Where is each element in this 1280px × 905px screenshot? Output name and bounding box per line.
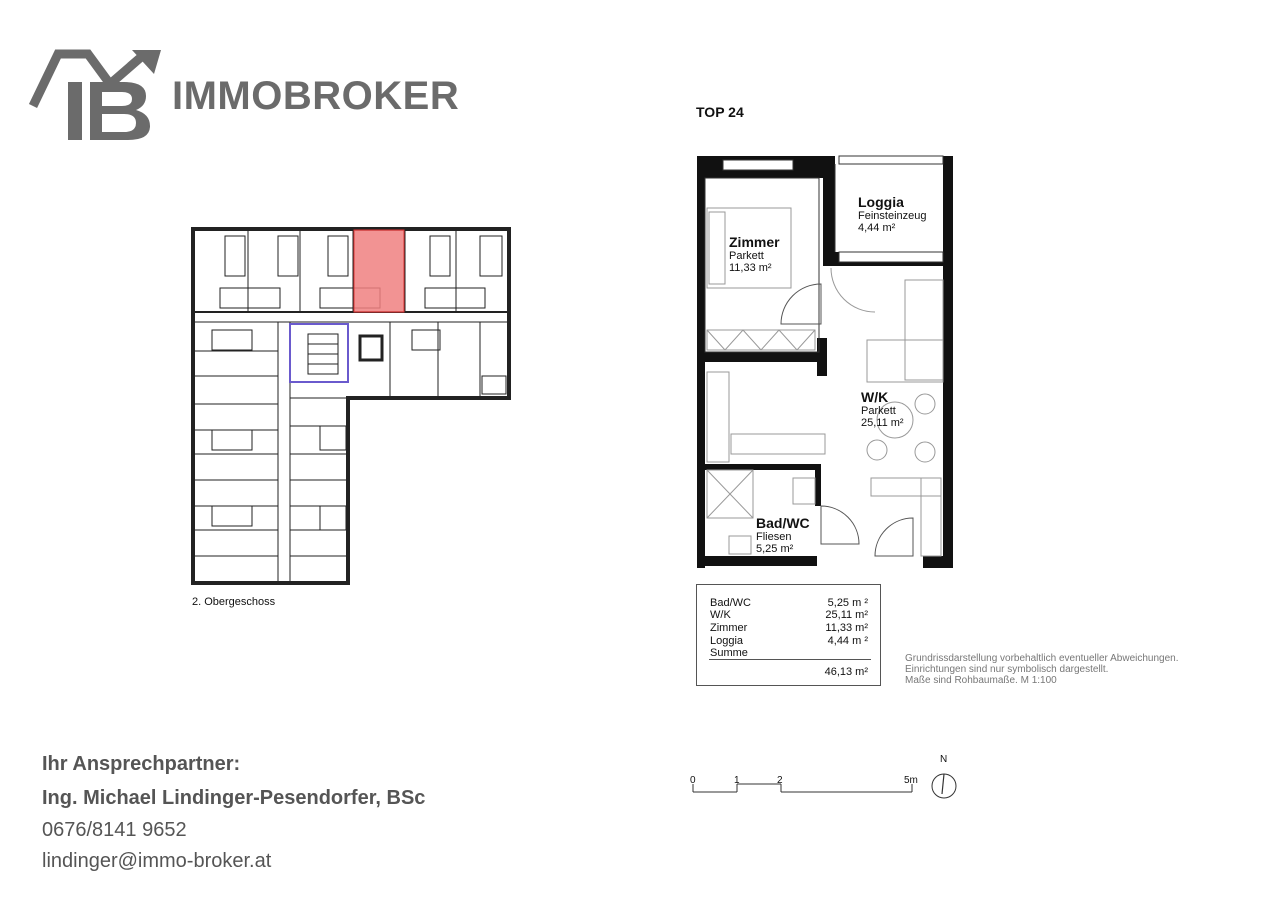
brand-logo xyxy=(28,44,168,148)
north-arrow-icon xyxy=(930,772,958,800)
highlighted-unit xyxy=(354,230,404,312)
room-label-wk: W/K Parkett 25,11 m² xyxy=(861,389,904,429)
contact-phone[interactable]: 0676/8141 9652 xyxy=(42,819,187,841)
area-divider xyxy=(709,659,871,660)
scale-label: 1 xyxy=(734,775,740,786)
brand-name: IMMOBROKER xyxy=(172,74,460,118)
contact-email[interactable]: lindinger@immo-broker.at xyxy=(42,850,272,872)
area-table: Bad/WC 5,25 m ² W/K 25,11 m² Zimmer 11,33 m² Loggia 4,44 m ² Summe 46,13 m² xyxy=(696,584,881,686)
north-label: N xyxy=(940,754,948,765)
room-label-loggia: Loggia Feinsteinzeug 4,44 m² xyxy=(858,194,927,234)
room-label-bad-wc: Bad/WC Fliesen 5,25 m² xyxy=(756,515,810,555)
scale-label: 5m xyxy=(904,775,918,786)
scale-label: 0 xyxy=(690,775,696,786)
scale-label: 2 xyxy=(777,775,783,786)
contact-name: Ing. Michael Lindinger-Pesendorfer, BSc xyxy=(42,787,426,809)
scale-bar xyxy=(692,782,914,796)
building-floor-plan xyxy=(190,226,514,588)
unit-title: TOP 24 xyxy=(696,104,744,120)
disclaimer: Grundrissdarstellung vorbehaltlich eventueller Abweichungen. Einrichtungen sind nur symbolisch dargestellt. Maße sind Rohbaumaße. M 1:100 xyxy=(905,653,1179,686)
room-label-zimmer: Zimmer Parkett 11,33 m² xyxy=(729,234,780,274)
floor-label: 2. Obergeschoss xyxy=(192,596,276,608)
contact-heading: Ihr Ansprechpartner: xyxy=(42,753,241,775)
